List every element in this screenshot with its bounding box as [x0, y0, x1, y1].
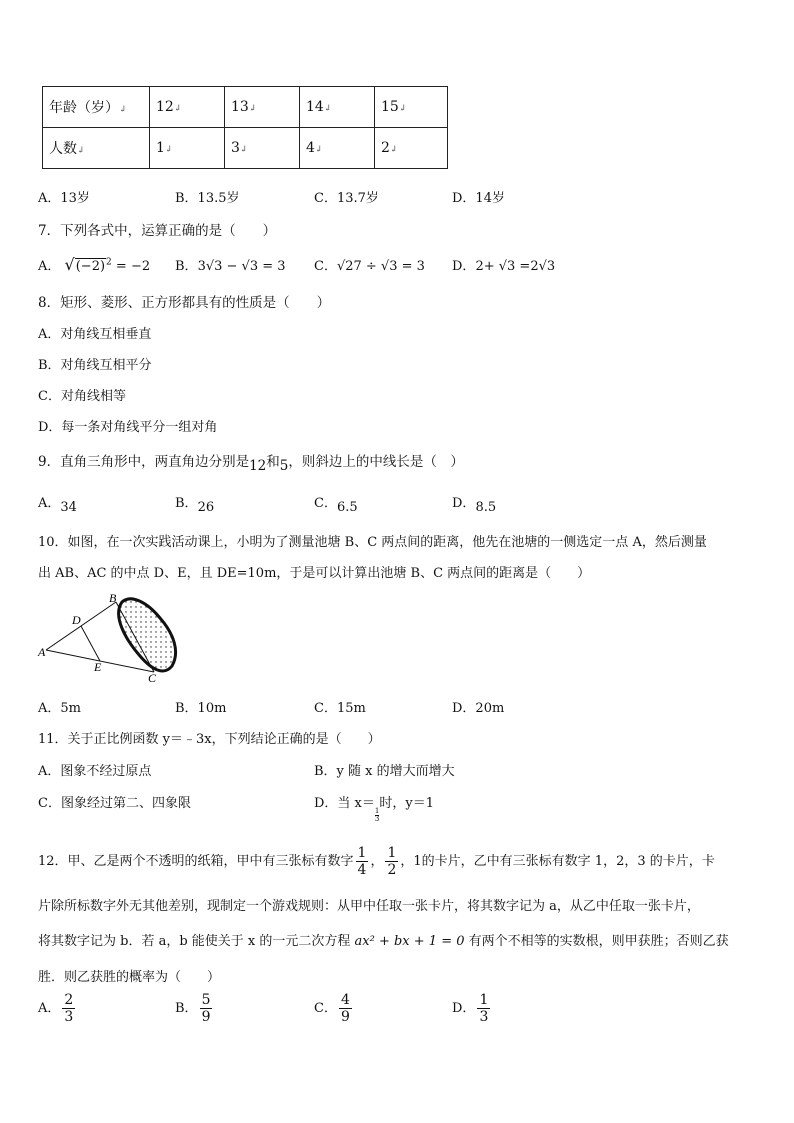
q8-option-d: D．每一条对角线平分一组对角 [38, 420, 218, 435]
segment-de [81, 626, 100, 661]
q9-option-b: B．26 [175, 496, 215, 515]
label-b: B [109, 591, 117, 605]
q11-option-d: D．当 x＝ $\frac{1}{3}$时，y＝1 [314, 796, 434, 823]
q11-option-c: C．图象经过第二、四象限 [38, 796, 191, 811]
q10-option-d: D．20m [452, 701, 505, 716]
table-cell: 3↲ [225, 128, 300, 169]
q6-option-d: D．14岁 [452, 191, 505, 206]
q6-option-b: B．13.5岁 [175, 191, 240, 206]
age-table [42, 86, 448, 169]
q12-stem-line2: 片除所标数字外无其他差别，现制定一个游戏规则：从甲中任取一张卡片，将其数字记为 a，从乙中任取一张卡片， [38, 899, 700, 914]
table-cell: 年龄（岁）↲ [43, 87, 150, 128]
q11-option-a: A．图象不经过原点 [38, 764, 152, 779]
table-cell: 13↲ [225, 87, 300, 128]
q7-option-b: B．3√3 − √3 = 3 [175, 259, 286, 274]
pond-figure [34, 590, 184, 686]
q9-option-a: A．34 [38, 496, 77, 515]
q11-stem: 11．关于正比例函数 y＝﹣3x，下列结论正确的是（ ） [38, 732, 381, 747]
table-row [43, 128, 448, 169]
q12-stem-line1: 12．甲、乙是两个不透明的纸箱，甲中有三张标有数字 $\frac{1}{4}$ ， $\frac{1}{2}$ ，1的卡片，乙中有三张标有数字 1，2，3 的卡片，卡 [38, 845, 715, 878]
q12-stem-line4: 胜．则乙获胜的概率为（ ） [38, 970, 221, 985]
q10-option-a: A．5m [38, 701, 81, 716]
q8-option-b: B．对角线互相平分 [38, 358, 152, 373]
q6-option-c: C．13.7岁 [314, 191, 379, 206]
q7-stem: 7．下列各式中，运算正确的是（ ） [38, 223, 277, 239]
q12-option-d: D． $\frac{1}{3}$ [452, 992, 489, 1025]
q12-stem-line3: 将其数字记为 b．若 a，b 能使关于 x 的一元二次方程 ax² + bx + 1 = 0 有两个不相等的实数根，则甲获胜；否则乙获 [38, 934, 729, 949]
q7-option-c: C．√27 ÷ √3 = 3 [314, 259, 425, 274]
q11-option-b: B．y 随 x 的增大而增大 [314, 764, 455, 779]
q7-option-a: A． $√(-2)^2 = -2$ [38, 255, 151, 274]
q10-stem-line2: 出 AB、AC 的中点 D、E，且 DE=10m，于是可以计算出池塘 B、C 两点间的距离是（ ） [38, 566, 591, 581]
q12-option-c: C． $\frac{4}{9}$ [314, 992, 350, 1025]
table-cell: 15↲ [375, 87, 448, 128]
q12-option-b: B． $\frac{5}{9}$ [175, 992, 211, 1025]
q9-stem: 9．直角三角形中，两直角边分别是12和5，则斜边上的中线长是（ ） [38, 454, 464, 474]
q8-option-c: C．对角线相等 [38, 389, 126, 404]
q10-option-c: C．15m [314, 701, 366, 716]
label-a: A [38, 645, 46, 659]
q12-option-a: A． $\frac{2}{3}$ [38, 992, 74, 1025]
q7-option-d: D．2+ √3 =2√3 [452, 259, 556, 274]
label-d: D [72, 613, 81, 627]
table-cell: 人数↲ [43, 128, 150, 169]
table-cell: 2↲ [375, 128, 448, 169]
q9-option-c: C．6.5 [314, 496, 358, 515]
q8-option-a: A．对角线互相垂直 [38, 327, 152, 342]
table-cell: 4↲ [300, 128, 375, 169]
q6-option-a: A．13岁 [38, 191, 90, 206]
label-c: C [148, 671, 157, 685]
q10-option-b: B．10m [175, 701, 227, 716]
q8-stem: 8．矩形、菱形、正方形都具有的性质是（ ） [38, 295, 331, 311]
label-e: E [94, 660, 102, 674]
q10-stem-line1: 10．如图，在一次实践活动课上，小明为了测量池塘 B、C 两点间的距离，他先在池塘的一侧选定一点 A，然后测量 [38, 535, 707, 550]
table-cell: 12↲ [150, 87, 225, 128]
table-cell: 14↲ [300, 87, 375, 128]
q9-option-d: D．8.5 [452, 496, 497, 515]
table-cell: 1↲ [150, 128, 225, 169]
table-row [43, 87, 448, 128]
